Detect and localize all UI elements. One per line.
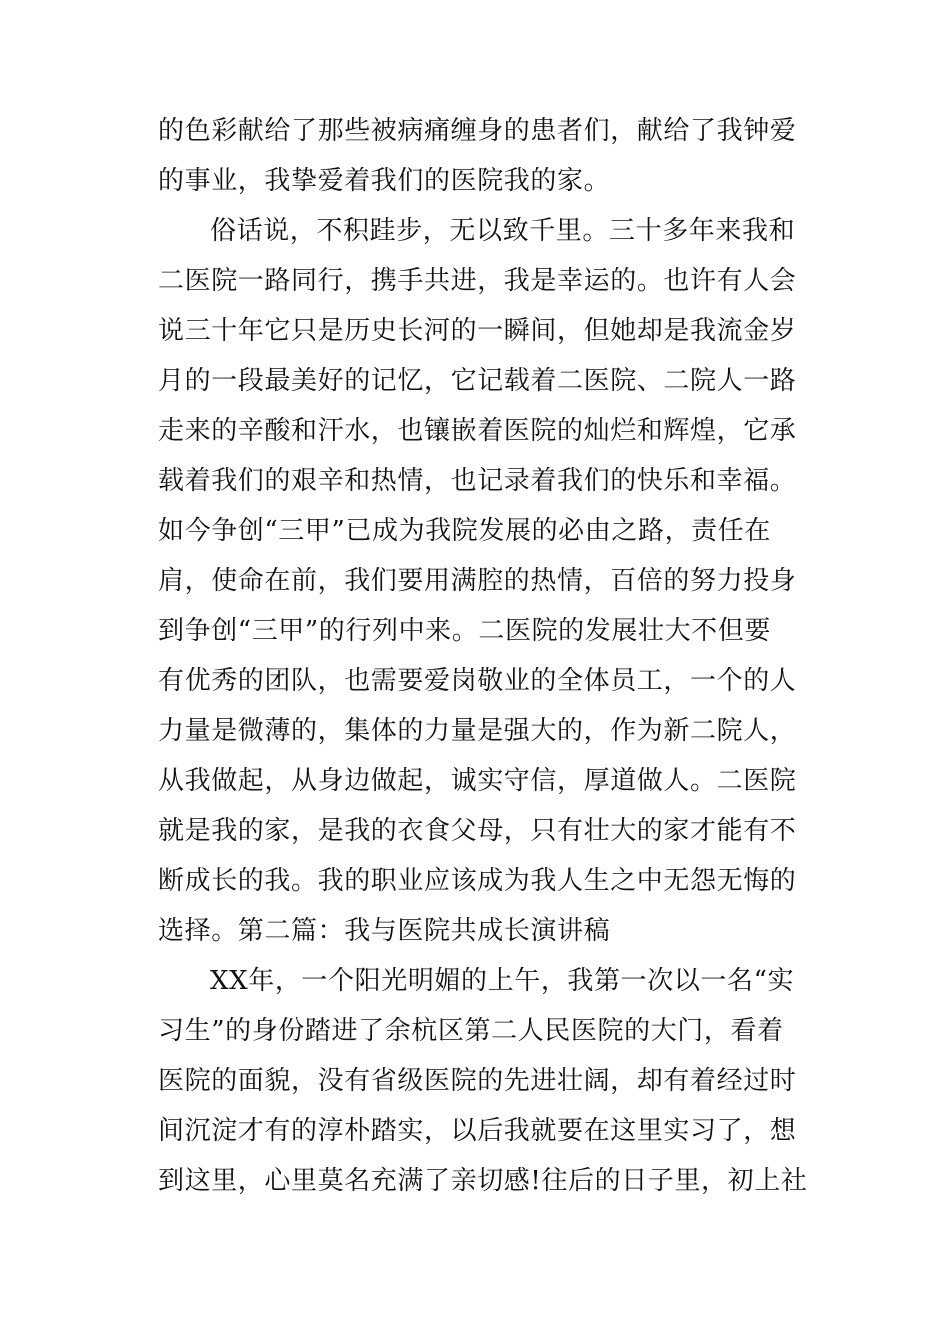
text-line-5: 说三十年它只是历史长河的一瞬间，但她却是我流金岁: [158, 316, 797, 346]
paragraph-start-line: 俗话说，不积跬步，无以致千里。三十多年来我和: [210, 216, 796, 246]
text-line-19: 习生”的身份踏进了余杭区第二人民医院的大门，看着: [158, 1016, 784, 1046]
text-line-4: 二医院一路同行，携手共进，我是幸运的。也许有人会: [158, 266, 797, 296]
text-line-17: 选择。第二篇：我与医院共成长演讲稿: [158, 916, 611, 946]
text-line-22: 到这里，心里莫名充满了亲切感!往后的日子里，初上社: [158, 1166, 808, 1196]
text-line-7: 走来的辛酸和汗水，也镶嵌着医院的灿烂和辉煌，它承: [158, 416, 797, 446]
text-line-21: 间沉淀才有的淳朴踏实，以后我就要在这里实习了，想: [158, 1116, 797, 1146]
text-line-1: 的色彩献给了那些被病痛缠身的患者们，献给了我钟爱: [158, 116, 797, 146]
text-line-20: 医院的面貌，没有省级医院的先进壮阔，却有着经过时: [158, 1066, 797, 1096]
text-line-15: 就是我的家，是我的衣食父母，只有壮大的家才能有不: [158, 816, 797, 846]
text-line-6: 月的一段最美好的记忆，它记载着二医院、二院人一路: [158, 366, 797, 396]
text-line-11: 到争创“三甲”的行列中来。二医院的发展壮大不但要: [158, 616, 771, 646]
text-line-16: 断成长的我。我的职业应该成为我人生之中无怨无悔的: [158, 866, 797, 896]
text-line-10: 肩，使命在前，我们要用满腔的热情，百倍的努力投身: [158, 566, 797, 596]
text-line-8: 载着我们的艰辛和热情，也记录着我们的快乐和幸福。: [158, 466, 797, 496]
paragraph-start-line: XX年，一个阳光明媚的上午，我第一次以一名“实: [210, 966, 795, 996]
text-line-9: 如今争创“三甲”已成为我院发展的必由之路，责任在: [158, 516, 771, 546]
text-line-2: 的事业，我挚爱着我们的医院我的家。: [158, 166, 611, 196]
text-line-12: 有优秀的团队，也需要爱岗敬业的全体员工，一个的人: [158, 666, 797, 696]
text-line-14: 从我做起，从身边做起，诚实守信，厚道做人。二医院: [158, 766, 797, 796]
text-line-13: 力量是微薄的，集体的力量是强大的，作为新二院人，: [158, 716, 797, 746]
